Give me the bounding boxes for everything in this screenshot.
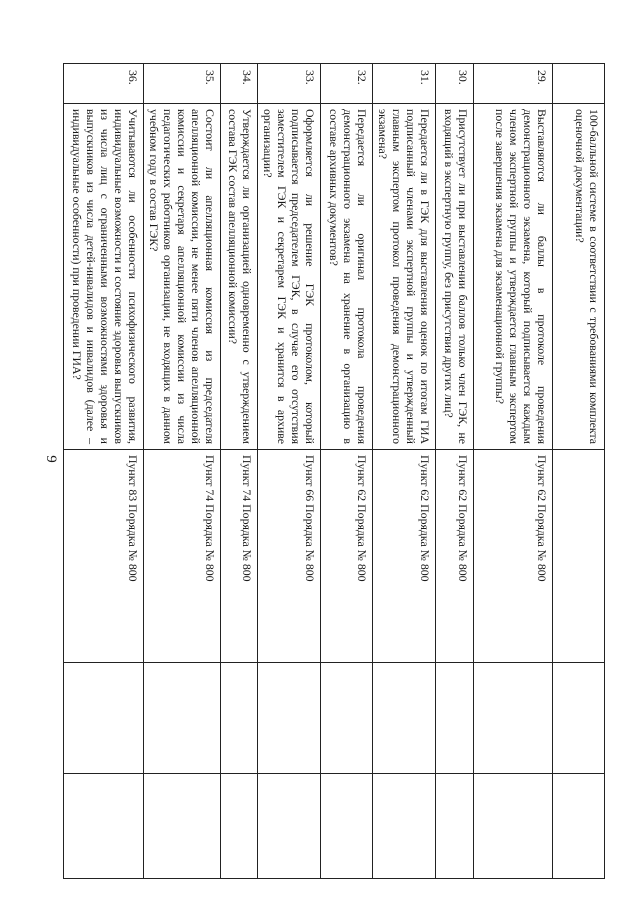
table-row <box>373 64 436 879</box>
cell-question: Передается ли оригинал протокола проведения демонстрационного экзамена на хранение в организацию в составе архивных документов? <box>321 104 373 450</box>
cell-question: Оформляется ли решение ГЭК протоколом, который подписывается председателем ГЭК, в случае его отсутствия заместителем ГЭК и секретарем ГЭК и хранится в архиве организации? <box>258 104 321 450</box>
cell-reference: Пункт 62 Порядка № 800 <box>321 450 373 663</box>
table-row <box>144 64 221 879</box>
cell-num <box>553 64 605 104</box>
cell-num: 33. <box>258 64 321 104</box>
cell-question: Присутствует ли при выставлении баллов только член ГЭК, не входящий в экспертную группу, без присутствия других лиц? <box>436 104 474 450</box>
table-row <box>474 64 553 879</box>
cell-reference: Пункт 74 Порядка № 800 <box>221 450 258 663</box>
page-number: 9 <box>43 455 59 463</box>
cell-num: 35. <box>144 64 221 104</box>
cell-empty-1 <box>144 663 221 774</box>
cell-empty-2 <box>221 774 258 879</box>
table-row <box>64 64 144 879</box>
cell-num: 31. <box>373 64 436 104</box>
cell-reference: Пункт 62 Порядка № 800 <box>474 450 553 663</box>
cell-empty-1 <box>64 663 144 774</box>
cell-empty-2 <box>373 774 436 879</box>
cell-question: Учитываются ли особенности психофизического развития, индивидуальные возможности и состояние здоровья выпускников из числа лиц с ограниченными возможностями здоровья и выпускников из числа детей-инвалидов и инвалидов (далее – индивидуальные особенности) при проведении ГИА? <box>64 104 144 450</box>
checklist-table <box>63 63 605 879</box>
cell-empty-1 <box>373 663 436 774</box>
cell-empty-2 <box>553 774 605 879</box>
cell-question: Утверждается ли организацией одновременно с утверждением состава ГЭК состав апелляционной комиссии? <box>221 104 258 450</box>
cell-num: 30. <box>436 64 474 104</box>
cell-reference: Пункт 74 Порядка № 800 <box>144 450 221 663</box>
cell-question: Передается ли в ГЭК для выставления оценок по итогам ГИА подписанный членами экспертной группы и утвержденный главным экспертом протокол проведения демонстрационного экзамена? <box>373 104 436 450</box>
cell-empty-2 <box>258 774 321 879</box>
cell-empty-2 <box>474 774 553 879</box>
table-row <box>436 64 474 879</box>
cell-empty-1 <box>474 663 553 774</box>
cell-empty-1 <box>436 663 474 774</box>
table-row-continuation <box>553 64 605 879</box>
cell-empty-1 <box>553 663 605 774</box>
checklist-table-wrapper <box>70 63 605 875</box>
cell-empty-1 <box>321 663 373 774</box>
cell-num: 34. <box>221 64 258 104</box>
cell-question: Состоит ли апелляционная комиссия из председателя апелляционной комиссии, не менее пяти членов апелляционной комиссии и секретаря апелляционной комиссии из числа педагогических работников организации, не входящих в данном учебном году в состав ГЭК? <box>144 104 221 450</box>
cell-empty-1 <box>258 663 321 774</box>
cell-empty-2 <box>321 774 373 879</box>
cell-empty-2 <box>436 774 474 879</box>
cell-reference: Пункт 83 Порядка № 800 <box>64 450 144 663</box>
table-row <box>258 64 321 879</box>
cell-reference <box>553 450 605 663</box>
cell-question: Выставляются ли баллы в протоколе проведения демонстрационного экзамена, который подписывается каждым членом экспертной группы и утверждается главным экспертом после завершения экзамена для экзаменационной группы? <box>474 104 553 450</box>
cell-num: 32. <box>321 64 373 104</box>
table-row <box>221 64 258 879</box>
cell-reference: Пункт 62 Порядка № 800 <box>373 450 436 663</box>
table-row <box>321 64 373 879</box>
cell-reference: Пункт 66 Порядка № 800 <box>258 450 321 663</box>
cell-question: 100-балльной системе в соответствии с требованиями комплекта оценочной документации? <box>553 104 605 450</box>
cell-num: 36. <box>64 64 144 104</box>
cell-reference: Пункт 62 Порядка № 800 <box>436 450 474 663</box>
cell-num: 29. <box>474 64 553 104</box>
cell-empty-2 <box>144 774 221 879</box>
cell-empty-1 <box>221 663 258 774</box>
cell-empty-2 <box>64 774 144 879</box>
